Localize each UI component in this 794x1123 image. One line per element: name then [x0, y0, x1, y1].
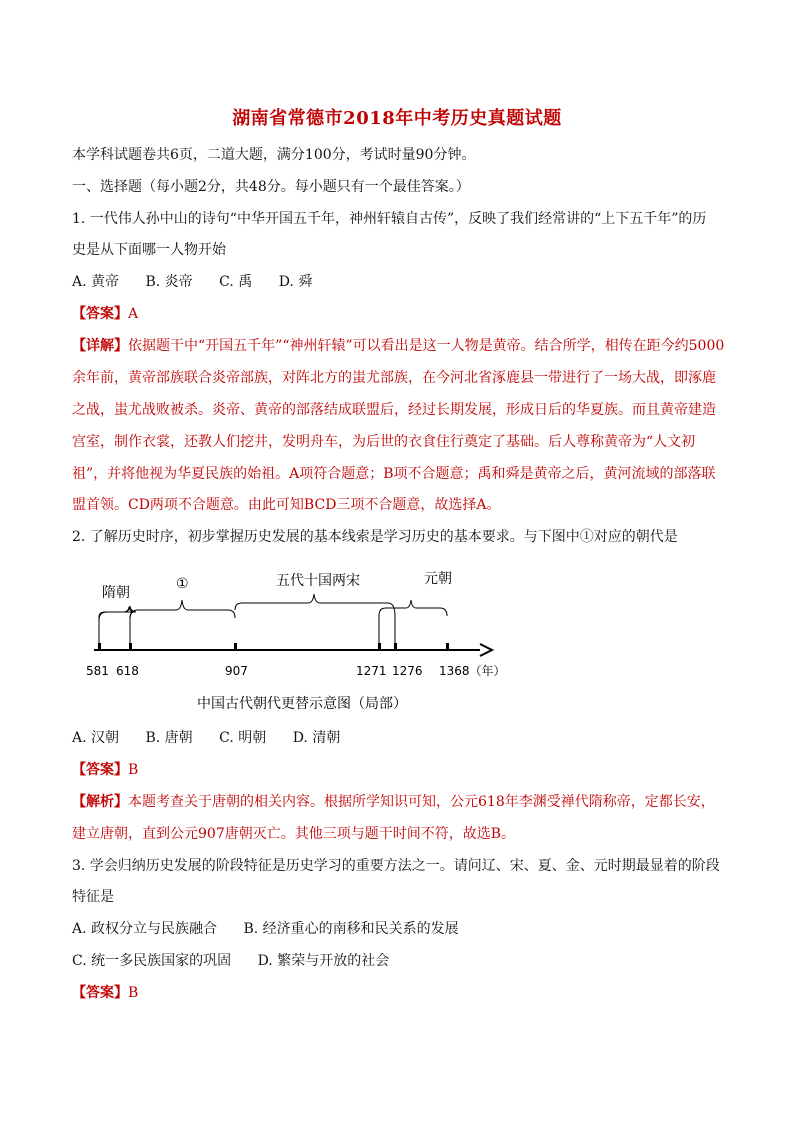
q2-detail-line1 — [72, 793, 732, 811]
q2-option-d: D. 清朝 — [292, 730, 341, 746]
brace-yuan — [379, 600, 447, 616]
q3-answer-value: B — [128, 985, 139, 1001]
q3-options-row2 — [72, 952, 732, 970]
q3-option-a: A. 政权分立与民族融合 — [72, 921, 218, 937]
q2-stem: 2. 了解历史时序，初步掌握历史发展的基本线索是学习历史的基本要求。与下图中①对应的朝代是 — [72, 529, 678, 545]
q1-detail-line5: 祖”，并将他视为华夏民族的始祖。A项符合题意；B项不合题意；禹和舜是黄帝之后，黄河流域的部落联 — [72, 466, 716, 482]
tick-label-1276: 1276 — [392, 664, 423, 678]
q1-option-a: A. 黄帝 — [72, 274, 120, 290]
q1-answer — [72, 305, 732, 323]
q1-detail-text: 依据题干中“开国五千年”“神州轩辕”可以看出是这一人物是黄帝。结合所学，相传在距今约5000 — [128, 338, 725, 354]
q1-detail-line6: 盟首领。CD两项不合题意。由此可知BCD三项不合题意，故选择A。 — [72, 497, 501, 513]
q2-option-c: C. 明朝 — [219, 730, 267, 746]
q3-options-row1 — [72, 920, 732, 938]
q1-option-d: D. 舜 — [278, 274, 313, 290]
tick-1271 — [378, 643, 381, 651]
intro-text: 本学科试题卷共6页，二道大题，满分100分，考试时量90分钟。 — [72, 147, 476, 163]
tick-618 — [129, 643, 132, 651]
q2-option-a: A. 汉朝 — [72, 730, 120, 746]
q2-detail-text: 本题考查关于唐朝的相关内容。根据所学知识可知，公元618年李渊受禅代隋称帝，定都长安， — [128, 794, 715, 810]
q1-detail-line1 — [72, 337, 732, 355]
q1-option-b: B. 炎帝 — [145, 274, 193, 290]
tick-1368 — [446, 643, 449, 651]
q1-option-c: C. 禹 — [219, 274, 253, 290]
page-title: 湖南省常德市2018年中考历史真题试题 — [232, 108, 562, 129]
tick-label-907: 907 — [225, 664, 248, 678]
q3-option-d: D. 繁荣与开放的社会 — [257, 953, 390, 969]
q2-answer — [72, 761, 732, 779]
brace-wudai — [235, 594, 395, 616]
q3-answer — [72, 984, 732, 1002]
tick-907 — [234, 643, 237, 651]
brace-sui-2 — [99, 607, 134, 620]
q1-stem-line1: 1. 一代伟人孙中山的诗句“中华开国五千年，神州轩辕自古传”，反映了我们经常讲的“上下五千年”的历 — [72, 211, 707, 227]
q2-answer-label: 【答案】 — [72, 762, 128, 778]
q1-answer-label: 【答案】 — [72, 306, 128, 322]
label-wudai: 五代十国两宋 — [276, 573, 360, 589]
tick-label-581: 581 — [86, 664, 109, 678]
q3-option-b: B. 经济重心的南移和民关系的发展 — [243, 921, 459, 937]
label-sui: 隋朝 — [102, 585, 130, 601]
q1-detail-label: 【详解】 — [72, 338, 128, 354]
q1-detail-line3: 之战，蚩尤战败被杀。炎帝、黄帝的部落结成联盟后，经过长期发展，形成日后的华夏族。而且黄帝建造 — [72, 402, 716, 418]
tick-label-1271: 1271 — [356, 664, 387, 678]
q3-stem-line1: 3. 学会归纳历史发展的阶段特征是历史学习的重要方法之一。请问辽、宋、夏、金、元时期最显着的阶段 — [72, 858, 720, 874]
q2-detail-label: 【解析】 — [72, 794, 128, 810]
q2-answer-value: B — [128, 762, 139, 778]
timeline-diagram — [72, 560, 512, 720]
q2-detail-line2: 建立唐朝，直到公元907唐朝灭亡。其他三项与题干时间不符，故选B。 — [72, 826, 516, 842]
brace-one — [130, 600, 235, 618]
q1-answer-value: A — [128, 306, 139, 322]
q1-detail-line4: 宫室，制作衣裳，还教人们挖井，发明舟车，为后世的衣食住行奠定了基础。后人尊称黄帝为“人文初 — [72, 434, 696, 450]
tick-label-1368: 1368（年） — [439, 664, 506, 678]
label-yuan: 元朝 — [424, 571, 452, 587]
q1-detail-line2: 余年前，黄帝部族联合炎帝部族，对阵北方的蚩尤部族，在今河北省涿鹿县一带进行了一场大战，即涿鹿 — [72, 370, 716, 386]
section-heading: 一、选择题（每小题2分，共48分。每小题只有一个最佳答案。） — [72, 179, 470, 195]
q3-stem-line2: 特征是 — [72, 889, 114, 905]
q1-options — [72, 273, 732, 291]
axis-arrow — [480, 644, 492, 656]
q2-options — [72, 729, 732, 747]
q3-option-c: C. 统一多民族国家的巩固 — [72, 953, 232, 969]
label-one: ① — [176, 576, 189, 592]
tick-581 — [98, 643, 101, 651]
diagram-caption: 中国古代朝代更替示意图（局部） — [197, 696, 407, 712]
tick-1276 — [394, 643, 397, 651]
q2-option-b: B. 唐朝 — [145, 730, 193, 746]
q1-stem-line2: 史是从下面哪一人物开始 — [72, 242, 226, 258]
q3-answer-label: 【答案】 — [72, 985, 128, 1001]
tick-label-618: 618 — [116, 664, 139, 678]
